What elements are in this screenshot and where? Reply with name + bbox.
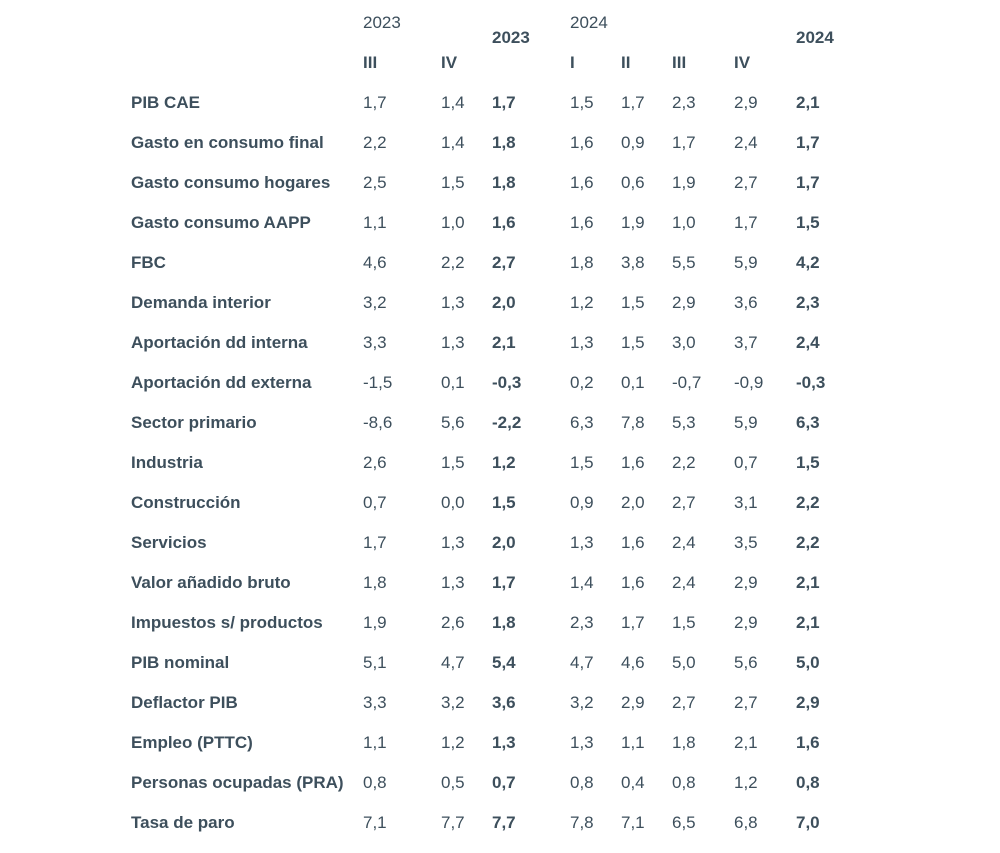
annual-value-cell: 2,1	[796, 93, 820, 112]
quarter-value-cell: 1,5	[570, 453, 594, 472]
annual-value-cell: 1,7	[796, 133, 820, 152]
annual-value-cell: 0,7	[492, 773, 516, 792]
quarter-value-cell: 1,4	[570, 573, 594, 592]
quarter-value-cell: 0,2	[570, 373, 594, 392]
quarter-value-cell: 0,6	[621, 173, 645, 192]
quarter-value-cell: 0,7	[363, 493, 387, 512]
quarter-value-cell: 5,9	[734, 253, 758, 272]
quarter-value-cell: 4,6	[363, 253, 387, 272]
quarter-value-cell: 1,6	[570, 173, 594, 192]
table-row	[122, 563, 867, 603]
quarter-value-cell: 2,7	[734, 173, 758, 192]
quarter-value-cell: 6,3	[570, 413, 594, 432]
quarter-value-cell: 1,6	[621, 453, 645, 472]
row-label: Aportación dd interna	[131, 333, 308, 352]
annual-value-cell: 1,5	[492, 493, 516, 512]
table-row	[122, 203, 867, 243]
quarter-value-cell: 2,7	[734, 693, 758, 712]
quarter-value-cell: 7,7	[441, 813, 465, 832]
quarter-value-cell: 4,7	[570, 653, 594, 672]
quarter-value-cell: 1,2	[441, 733, 465, 752]
quarter-value-cell: 2,7	[672, 493, 696, 512]
quarter-value-cell: 1,7	[363, 93, 387, 112]
quarter-value-cell: 5,3	[672, 413, 696, 432]
quarter-value-cell: 2,0	[621, 493, 645, 512]
header-empty-cell	[122, 43, 354, 83]
year-2023-header: 2023	[363, 13, 401, 32]
annual-value-cell: 7,0	[796, 813, 820, 832]
row-label: FBC	[131, 253, 166, 272]
quarter-value-cell: 1,8	[363, 573, 387, 592]
quarter-value-cell: 1,3	[441, 333, 465, 352]
quarter-value-cell: 0,0	[441, 493, 465, 512]
quarter-value-cell: 0,8	[570, 773, 594, 792]
quarter-value-cell: 1,6	[570, 213, 594, 232]
quarter-value-cell: 1,9	[672, 173, 696, 192]
annual-value-cell: 2,1	[796, 613, 820, 632]
annual-value-cell: -0,3	[796, 373, 826, 392]
row-label: Deflactor PIB	[131, 693, 238, 712]
quarter-value-cell: 5,6	[441, 413, 465, 432]
annual-value-cell: 5,4	[492, 653, 516, 672]
quarter-value-cell: 2,9	[621, 693, 645, 712]
annual-value-cell: 2,9	[796, 693, 820, 712]
quarter-value-cell: 1,8	[672, 733, 696, 752]
quarter-header: IV	[441, 53, 458, 72]
annual-value-cell: 2,0	[492, 293, 516, 312]
quarter-value-cell: 7,1	[621, 813, 645, 832]
quarter-value-cell: 1,3	[570, 333, 594, 352]
quarter-value-cell: 1,3	[441, 573, 465, 592]
table-row	[122, 763, 867, 803]
row-label: PIB nominal	[131, 653, 230, 672]
annual-value-cell: 1,5	[796, 213, 820, 232]
table-row	[122, 123, 867, 163]
quarter-value-cell: 6,5	[672, 813, 696, 832]
quarter-value-cell: 4,7	[441, 653, 465, 672]
row-label: Tasa de paro	[131, 813, 235, 832]
annual-value-cell: 1,7	[492, 573, 516, 592]
annual-value-cell: 2,3	[796, 293, 820, 312]
annual-value-cell: 1,2	[492, 453, 516, 472]
quarter-value-cell: 3,6	[734, 293, 758, 312]
row-label: Personas ocupadas (PRA)	[131, 773, 344, 792]
quarter-value-cell: 7,8	[570, 813, 594, 832]
table-row	[122, 603, 867, 643]
quarter-value-cell: 3,7	[734, 333, 758, 352]
quarter-value-cell: 1,1	[621, 733, 645, 752]
annual-value-cell: 2,0	[492, 533, 516, 552]
table-row	[122, 723, 867, 763]
header-empty-cell	[787, 43, 867, 83]
quarter-header: III	[672, 53, 687, 72]
quarter-value-cell: 1,5	[621, 293, 645, 312]
quarter-value-cell: 0,8	[672, 773, 696, 792]
annual-2023-header	[483, 0, 561, 47]
annual-value-cell: 1,6	[492, 213, 516, 232]
quarter-value-cell: 2,3	[570, 613, 594, 632]
quarter-value-cell: 2,2	[672, 453, 696, 472]
quarter-value-cell: 1,5	[621, 333, 645, 352]
quarter-value-cell: -1,5	[363, 373, 393, 392]
row-label: Construcción	[131, 493, 241, 512]
quarter-value-cell: 1,7	[734, 213, 758, 232]
quarter-value-cell: 3,2	[441, 693, 465, 712]
annual-value-cell: 2,2	[796, 493, 820, 512]
quarter-value-cell: 0,1	[441, 373, 465, 392]
table-row	[122, 163, 867, 203]
annual-value-cell: 4,2	[796, 253, 820, 272]
quarter-value-cell: 5,0	[672, 653, 696, 672]
annual-value-cell: -0,3	[492, 373, 522, 392]
quarter-value-cell: -0,7	[672, 373, 702, 392]
quarter-value-cell: 5,6	[734, 653, 758, 672]
quarter-value-cell: 2,5	[363, 173, 387, 192]
annual-2023-header-text: 2023	[492, 28, 530, 47]
quarter-value-cell: 3,5	[734, 533, 758, 552]
quarter-header: I	[570, 53, 575, 72]
annual-value-cell: 1,3	[492, 733, 516, 752]
table-row	[122, 323, 867, 363]
quarter-value-cell: 7,1	[363, 813, 387, 832]
quarter-value-cell: 1,0	[672, 213, 696, 232]
quarter-value-cell: 1,6	[621, 573, 645, 592]
annual-value-cell: 2,2	[796, 533, 820, 552]
quarter-value-cell: 0,9	[570, 493, 594, 512]
quarter-value-cell: 0,1	[621, 373, 645, 392]
quarter-value-cell: -8,6	[363, 413, 393, 432]
quarter-value-cell: 1,5	[441, 453, 465, 472]
quarter-value-cell: 0,8	[363, 773, 387, 792]
quarter-value-cell: 2,4	[672, 533, 696, 552]
row-label: Gasto consumo hogares	[131, 173, 331, 192]
quarter-value-cell: 7,8	[621, 413, 645, 432]
quarter-value-cell: 1,1	[363, 733, 387, 752]
quarter-value-cell: 3,8	[621, 253, 645, 272]
annual-value-cell: 2,7	[492, 253, 516, 272]
annual-value-cell: 1,7	[796, 173, 820, 192]
quarter-value-cell: 1,7	[621, 613, 645, 632]
quarter-value-cell: 1,4	[441, 93, 465, 112]
quarter-value-cell: 1,0	[441, 213, 465, 232]
table-row	[122, 403, 867, 443]
row-label: Gasto en consumo final	[131, 133, 324, 152]
quarter-value-cell: 2,6	[441, 613, 465, 632]
quarter-value-cell: 3,3	[363, 333, 387, 352]
quarter-value-cell: 1,1	[363, 213, 387, 232]
table-row	[122, 83, 867, 123]
quarter-value-cell: 2,9	[734, 613, 758, 632]
quarter-value-cell: 1,9	[621, 213, 645, 232]
row-label: Sector primario	[131, 413, 257, 432]
header-empty-cell	[483, 43, 561, 83]
quarter-value-cell: 0,7	[734, 453, 758, 472]
quarter-value-cell: 1,9	[363, 613, 387, 632]
quarter-value-cell: 2,3	[672, 93, 696, 112]
table-row	[122, 523, 867, 563]
table-row	[122, 803, 867, 843]
quarter-value-cell: 5,9	[734, 413, 758, 432]
macro-indicators-table	[122, 0, 867, 843]
year-2024-header: 2024	[570, 13, 608, 32]
table-row	[122, 643, 867, 683]
row-label: Demanda interior	[131, 293, 271, 312]
annual-value-cell: 3,6	[492, 693, 516, 712]
quarter-value-cell: 1,2	[734, 773, 758, 792]
quarter-value-cell: 5,1	[363, 653, 387, 672]
quarter-value-cell: 0,9	[621, 133, 645, 152]
row-label: Impuestos s/ productos	[131, 613, 323, 632]
table-row	[122, 363, 867, 403]
annual-value-cell: 1,8	[492, 133, 516, 152]
table-row	[122, 683, 867, 723]
table-body	[122, 83, 867, 843]
annual-2024-header	[787, 0, 867, 47]
quarter-value-cell: 3,0	[672, 333, 696, 352]
annual-value-cell: 2,1	[796, 573, 820, 592]
annual-value-cell: 7,7	[492, 813, 516, 832]
quarter-value-cell: 2,9	[734, 93, 758, 112]
quarter-header: IV	[734, 53, 751, 72]
quarter-value-cell: 6,8	[734, 813, 758, 832]
table-row	[122, 243, 867, 283]
quarter-value-cell: 1,5	[672, 613, 696, 632]
row-label: Industria	[131, 453, 203, 472]
row-label: Valor añadido bruto	[131, 573, 291, 592]
quarter-value-cell: 1,7	[672, 133, 696, 152]
header-empty-cell	[122, 0, 354, 43]
quarter-value-cell: 2,4	[672, 573, 696, 592]
row-label: Aportación dd externa	[131, 373, 312, 392]
quarter-value-cell: 2,9	[672, 293, 696, 312]
annual-value-cell: 2,4	[796, 333, 820, 352]
quarter-value-cell: 2,4	[734, 133, 758, 152]
quarter-value-cell: 1,5	[570, 93, 594, 112]
quarter-value-cell: 2,2	[441, 253, 465, 272]
quarter-value-cell: 1,7	[621, 93, 645, 112]
annual-2024-header-text: 2024	[796, 28, 834, 47]
quarter-value-cell: 2,1	[734, 733, 758, 752]
quarter-value-cell: 0,5	[441, 773, 465, 792]
table-row	[122, 483, 867, 523]
quarter-value-cell: 1,6	[570, 133, 594, 152]
quarter-value-cell: 3,1	[734, 493, 758, 512]
annual-value-cell: 1,6	[796, 733, 820, 752]
table-row	[122, 443, 867, 483]
row-label: Empleo (PTTC)	[131, 733, 253, 752]
quarter-value-cell: -0,9	[734, 373, 764, 392]
annual-value-cell: 1,8	[492, 173, 516, 192]
annual-value-cell: 6,3	[796, 413, 820, 432]
quarter-value-cell: 1,8	[570, 253, 594, 272]
quarter-header-row	[122, 43, 867, 83]
row-label: PIB CAE	[131, 93, 200, 112]
quarter-value-cell: 3,3	[363, 693, 387, 712]
macro-table-container	[122, 0, 882, 843]
annual-value-cell: 5,0	[796, 653, 820, 672]
annual-value-cell: 1,8	[492, 613, 516, 632]
annual-value-cell: 2,1	[492, 333, 516, 352]
quarter-value-cell: 3,2	[570, 693, 594, 712]
quarter-value-cell: 4,6	[621, 653, 645, 672]
quarter-value-cell: 1,3	[570, 733, 594, 752]
annual-value-cell: 1,5	[796, 453, 820, 472]
quarter-value-cell: 1,5	[441, 173, 465, 192]
annual-value-cell: 0,8	[796, 773, 820, 792]
year-header-row	[122, 0, 867, 43]
annual-value-cell: 1,7	[492, 93, 516, 112]
quarter-value-cell: 1,3	[570, 533, 594, 552]
quarter-value-cell: 2,9	[734, 573, 758, 592]
table-row	[122, 283, 867, 323]
quarter-value-cell: 2,7	[672, 693, 696, 712]
quarter-value-cell: 1,3	[441, 533, 465, 552]
quarter-value-cell: 3,2	[363, 293, 387, 312]
quarter-value-cell: 5,5	[672, 253, 696, 272]
quarter-value-cell: 1,2	[570, 293, 594, 312]
row-label: Servicios	[131, 533, 207, 552]
quarter-value-cell: 1,3	[441, 293, 465, 312]
quarter-value-cell: 1,7	[363, 533, 387, 552]
quarter-header: III	[363, 53, 378, 72]
quarter-value-cell: 2,2	[363, 133, 387, 152]
quarter-value-cell: 1,6	[621, 533, 645, 552]
quarter-header: II	[621, 53, 631, 72]
quarter-value-cell: 1,4	[441, 133, 465, 152]
annual-value-cell: -2,2	[492, 413, 522, 432]
quarter-value-cell: 2,6	[363, 453, 387, 472]
row-label: Gasto consumo AAPP	[131, 213, 311, 232]
quarter-value-cell: 0,4	[621, 773, 645, 792]
